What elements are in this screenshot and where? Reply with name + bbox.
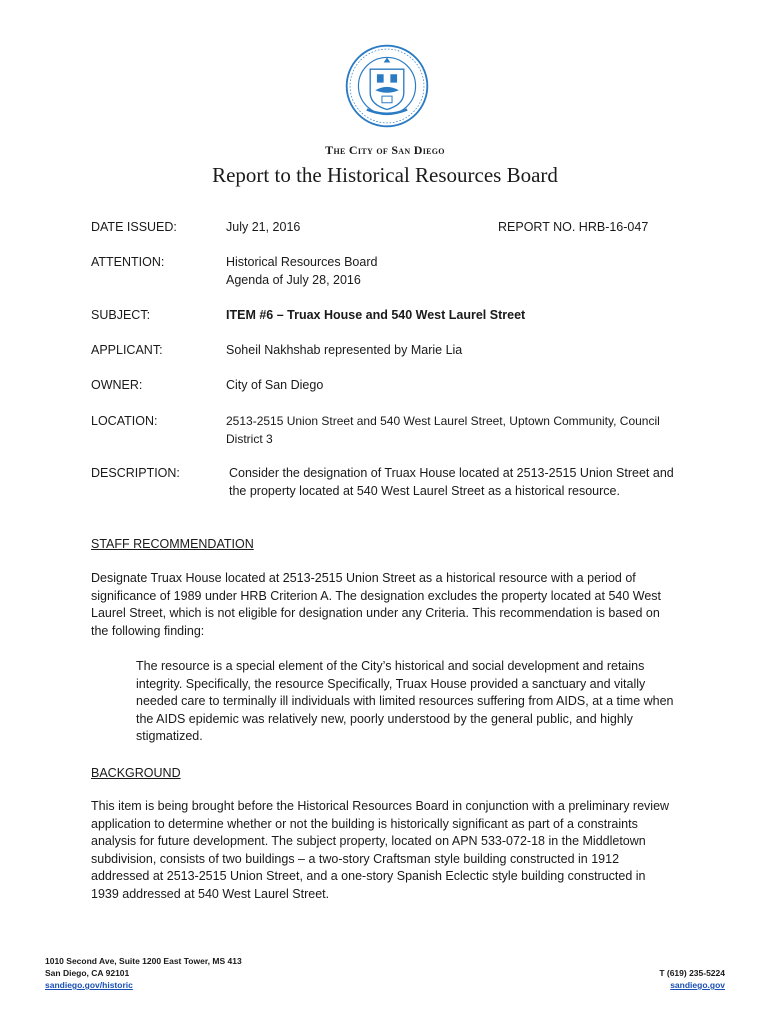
footer-address-line-2: San Diego, CA 92101 <box>45 968 130 978</box>
staff-recommendation-heading: STAFF RECOMMENDATION <box>91 537 254 551</box>
owner-label: OWNER: <box>91 378 143 392</box>
report-number: REPORT NO. HRB-16-047 <box>498 220 649 234</box>
attention-label: ATTENTION: <box>91 255 165 269</box>
location-value: 2513-2515 Union Street and 540 West Laurel Street, Uptown Community, Council District 3 <box>226 414 660 446</box>
footer-contact <box>659 967 725 991</box>
subject-label: SUBJECT: <box>91 308 151 322</box>
report-title: Report to the Historical Resources Board <box>212 163 558 187</box>
staff-recommendation-body: Designate Truax House located at 2513-2515 Union Street as a historical resource with a period of significance of 1989 under HRB Criterion A. The designation excludes the property located at 540 West Laurel Street, which is not eligible for designation under any Criteria. This recommendation is based on the following finding: <box>91 571 662 638</box>
attention-value <box>226 253 671 289</box>
description-value: Consider the designation of Truax House located at 2513-2515 Union Street and the property located at 540 West Laurel Street as a historical resource. <box>229 466 674 498</box>
staff-recommendation-finding: The resource is a special element of the City’s historical and social development and retains integrity. Specifically, the resource Specifically, Truax House provided a sanctuary and vitally needed care to terminally ill individuals with limited resources suffering from AIDS, at a time when the AIDS epidemic was relatively new, poorly understood by the general public, and highly stigmatized. <box>136 659 674 744</box>
background-heading: BACKGROUND <box>91 766 181 780</box>
applicant-label: APPLICANT: <box>91 343 163 357</box>
footer-site-link[interactable]: sandiego.gov <box>670 980 725 990</box>
city-seal-logo <box>345 44 429 128</box>
attention-line-1: Historical Resources Board <box>226 255 378 269</box>
date-issued-label: DATE ISSUED: <box>91 220 177 234</box>
date-issued-value: July 21, 2016 <box>226 220 301 234</box>
background-body: This item is being brought before the Historical Resources Board in conjunction with a preliminary review application to determine whether or not the building is historically significant as part of a constraints analysis for future development. The subject property, located on APN 533-072-18 in the Middletown subdivision, consists of two buildings – a two-story Craftsman style building constructed in 1912 addressed at 2513-2515 Union Street, and a one-story Spanish Eclectic style building constructed in 1939 addressed at 540 West Laurel Street. <box>91 799 670 901</box>
footer-address-line-1: 1010 Second Ave, Suite 1200 East Tower, MS 413 <box>45 956 242 966</box>
applicant-value: Soheil Nakhshab represented by Marie Lia <box>226 343 463 357</box>
attention-line-2: Agenda of July 28, 2016 <box>226 273 361 287</box>
footer-phone: T (619) 235-5224 <box>659 968 725 978</box>
location-label: LOCATION: <box>91 414 158 428</box>
footer-historic-link[interactable]: sandiego.gov/historic <box>45 980 133 990</box>
description-label: DESCRIPTION: <box>91 466 180 480</box>
city-heading: The City of San Diego <box>325 143 445 157</box>
footer-address <box>45 955 242 991</box>
owner-value: City of San Diego <box>226 378 324 392</box>
subject-value: ITEM #6 – Truax House and 540 West Laurel Street <box>226 308 526 322</box>
